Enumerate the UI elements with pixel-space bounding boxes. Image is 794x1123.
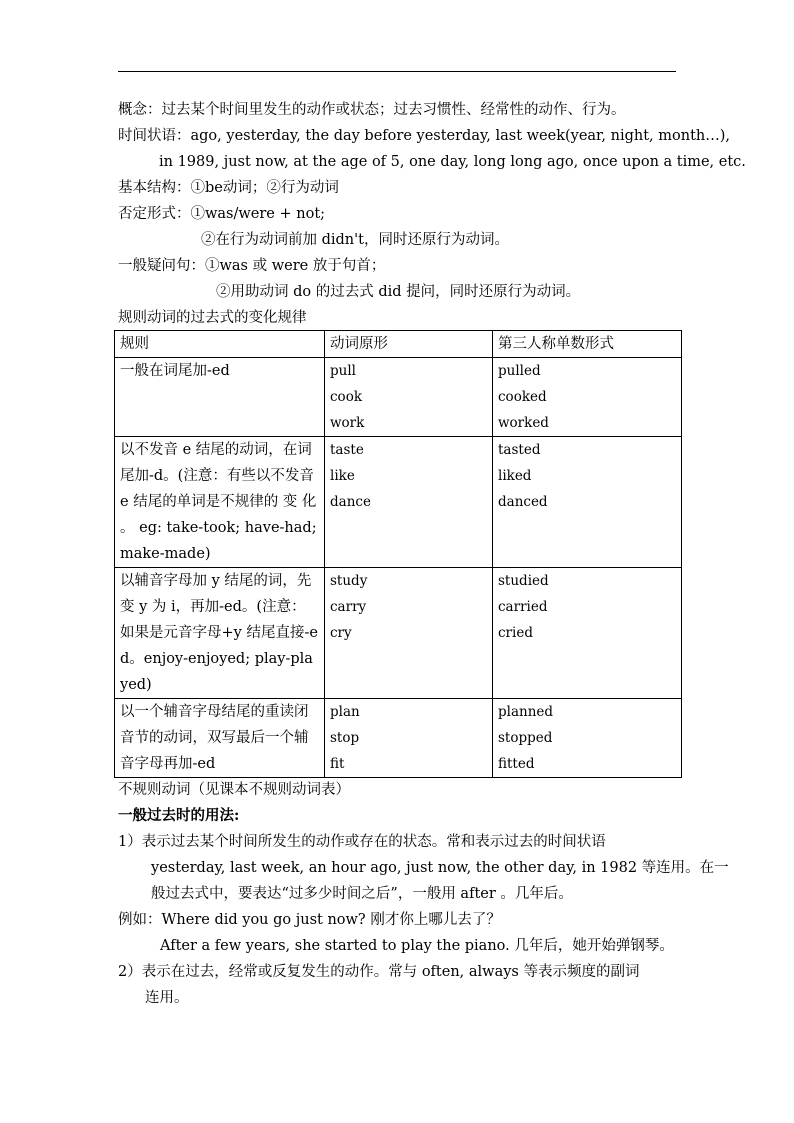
past-word: pulled — [498, 363, 541, 379]
past-form-cell — [493, 568, 682, 699]
base-word: pull — [330, 363, 356, 379]
base-word: taste — [330, 442, 364, 458]
regular-verbs-table — [114, 330, 682, 778]
example-line-a: 例如：Where did you go just now? 刚才你上哪儿去了？ — [118, 912, 501, 928]
past-word: carried — [498, 599, 548, 615]
base-word: cry — [330, 625, 352, 641]
base-form-cell — [325, 358, 493, 437]
usage-1-line-b: yesterday, last week, an hour ago, just now, the other day, in 1982 等连用。在一 — [151, 860, 729, 876]
base-word: stop — [330, 730, 360, 746]
past-word: liked — [498, 468, 532, 484]
base-word: like — [330, 468, 355, 484]
base-form-cell — [325, 568, 493, 699]
base-word: carry — [330, 599, 367, 615]
base-form-cell — [325, 437, 493, 568]
base-word: work — [330, 415, 365, 431]
past-form-cell — [493, 437, 682, 568]
past-word: cooked — [498, 389, 547, 405]
usage-title: 一般过去时的用法: — [118, 807, 240, 824]
table-caption: 规则动词的过去式的变化规律 — [118, 310, 307, 326]
usage-1-line-a: 1）表示过去某个时间所发生的动作或存在的状态。常和表示过去的时间状语 — [118, 834, 606, 850]
past-word: worked — [498, 415, 549, 431]
table-row — [115, 568, 682, 699]
rule-cell: 以辅音字母加 y 结尾的词，先变 y 为 i，再加-ed。(注意：如果是元音字母+y 结尾直接-ed。enjoy-enjoyed; play-played) — [115, 568, 325, 699]
base-word: fit — [330, 756, 345, 772]
header-rule — [118, 71, 676, 72]
past-word: cried — [498, 625, 533, 641]
time-adverbials-line-2: in 1989, just now, at the age of 5, one day, long long ago, once upon a time, etc. — [159, 154, 746, 170]
concept-line: 概念：过去某个时间里发生的动作或状态；过去习惯性、经常性的动作、行为。 — [118, 102, 626, 118]
base-word: study — [330, 573, 368, 589]
question-form-line-1: 一般疑问句：①was 或 were 放于句首； — [118, 258, 386, 274]
table-row — [115, 358, 682, 437]
past-form-cell — [493, 358, 682, 437]
past-word: stopped — [498, 730, 553, 746]
header-rule: 规则 — [115, 331, 325, 358]
base-word: plan — [330, 704, 360, 720]
usage-2-line-a: 2）表示在过去，经常或反复发生的动作。常与 often, always 等表示频度的副词 — [118, 964, 640, 980]
question-form-line-2: ②用助动词 do 的过去式 did 提问，同时还原行为动词。 — [216, 284, 581, 300]
base-form-cell — [325, 699, 493, 778]
basic-structure-line: 基本结构：①be动词；②行为动词 — [118, 180, 339, 196]
table-row — [115, 437, 682, 568]
rule-cell: 一般在词尾加-ed — [115, 358, 325, 437]
past-word: danced — [498, 494, 548, 510]
usage-2-line-b: 连用。 — [145, 990, 189, 1006]
base-word: cook — [330, 389, 362, 405]
table-row — [115, 699, 682, 778]
past-word: tasted — [498, 442, 541, 458]
irregular-verbs-note: 不规则动词（见课本不规则动词表） — [118, 782, 350, 798]
negative-form-line-1: 否定形式：①was/were + not; — [118, 206, 326, 222]
header-base-form: 动词原形 — [325, 331, 493, 358]
example-line-b: After a few years, she started to play the piano. 几年后，她开始弹钢琴。 — [160, 938, 674, 954]
usage-1-line-c: 般过去式中，要表达“过多少时间之后”，一般用 after 。几年后。 — [151, 886, 573, 902]
time-adverbials-line-1: 时间状语：ago, yesterday, the day before yesterday, last week(year, night, month…), — [118, 128, 731, 144]
negative-form-line-2: ②在行为动词前加 didn't，同时还原行为动词。 — [201, 232, 509, 248]
past-word: planned — [498, 704, 554, 720]
past-word: fitted — [498, 756, 535, 772]
table-header-row — [115, 331, 682, 358]
past-form-cell — [493, 699, 682, 778]
rule-cell: 以一个辅音字母结尾的重读闭音节的动词，双写最后一个辅音字母再加-ed — [115, 699, 325, 778]
past-word: studied — [498, 573, 549, 589]
header-third-person: 第三人称单数形式 — [493, 331, 682, 358]
rule-cell: 以不发音 e 结尾的动词，在词尾加-d。(注意：有些以不发音 e 结尾的单词是不规律的 变 化 。 eg: take-took; have-had; make-made) — [115, 437, 325, 568]
base-word: dance — [330, 494, 371, 510]
